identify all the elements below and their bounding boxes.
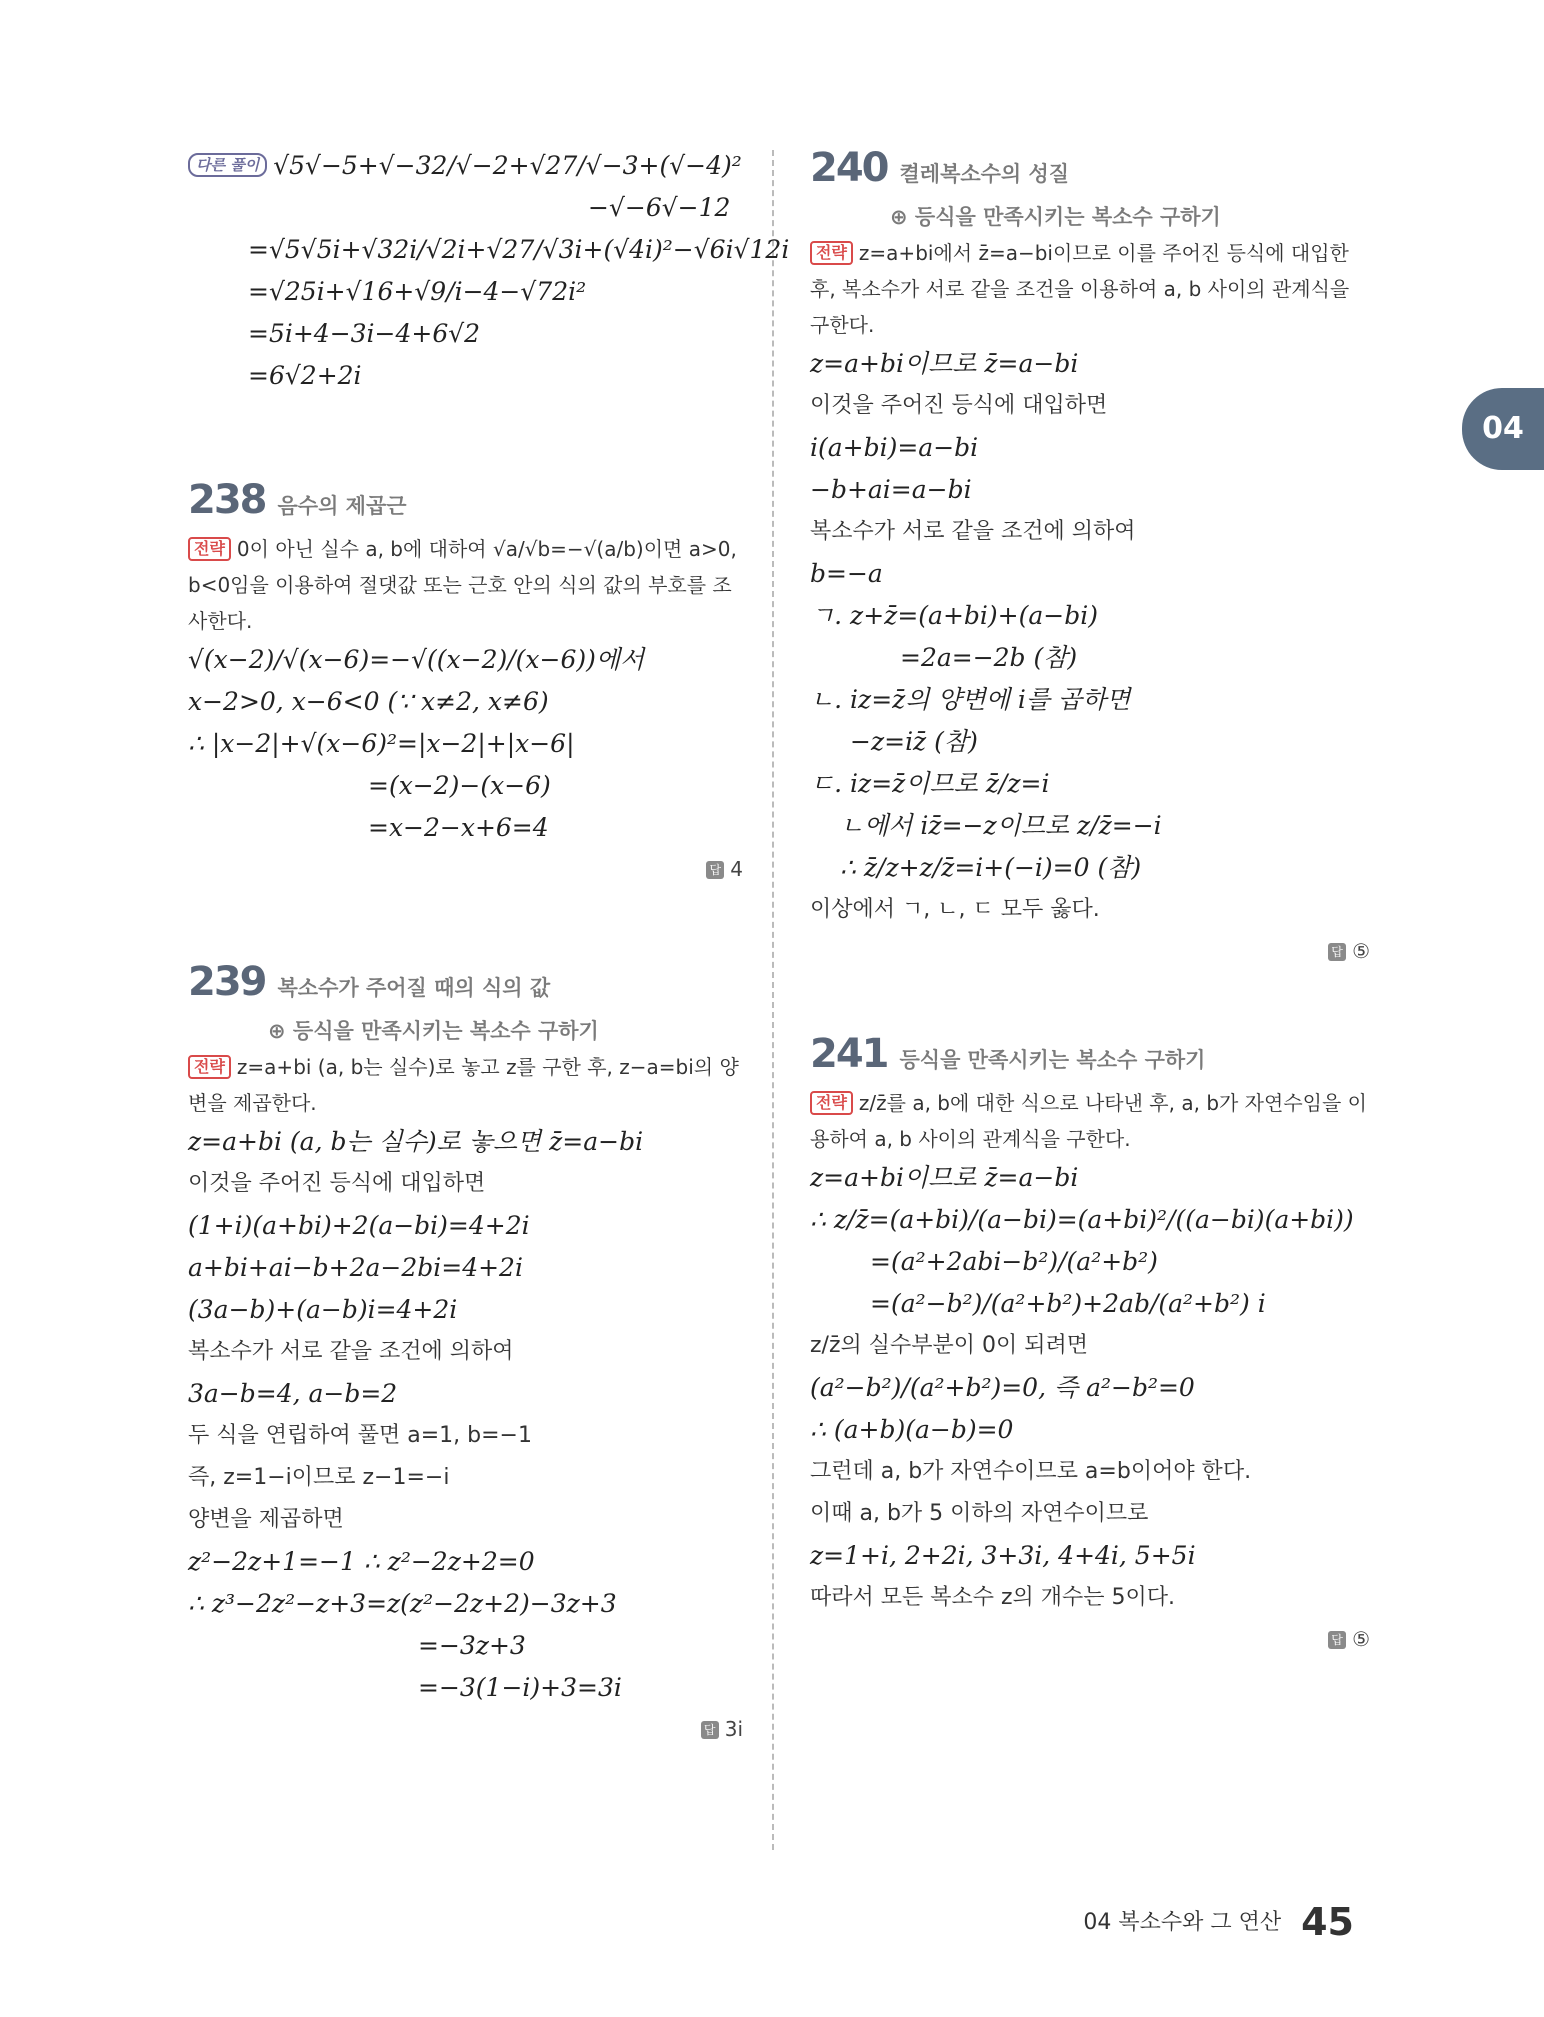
strategy-text: 0이 아닌 실수 a, b에 대하여 √a/√b=−√(a/b)이면 a>0, b<0임을 이용하여 절댓값 또는 근호 안의 식의 값의 부호를 조사한다.	[188, 537, 737, 633]
math-line: ∴ (a+b)(a−b)=0	[810, 1415, 1014, 1444]
problem-subtitle: ⊕ 등식을 만족시키는 복소수 구하기	[890, 205, 1221, 229]
answer-icon: 답	[1328, 943, 1346, 961]
math-line: =−3z+3	[418, 1631, 526, 1660]
math-line: ∴ |x−2|+√(x−6)²=|x−2|+|x−6|	[188, 729, 575, 758]
math-line: =(x−2)−(x−6)	[368, 771, 551, 800]
text-line: 즉, z=1−i이므로 z−1=−i	[188, 1465, 450, 1490]
text-line: 이상에서 ㄱ, ㄴ, ㄷ 모두 옳다.	[810, 897, 1100, 922]
column-divider	[772, 150, 774, 1850]
problem-number: 240	[810, 145, 888, 191]
strategy-text: z=a+bi에서 z̄=a−bi이므로 이를 주어진 등식에 대입한 후, 복소수가 서로 같을 조건을 이용하여 a, b 사이의 관계식을 구한다.	[810, 241, 1350, 337]
left-column	[188, 145, 790, 1749]
math-line: =(a²+2abi−b²)/(a²+b²)	[870, 1247, 1158, 1276]
problem-238	[188, 477, 743, 889]
problem-number: 239	[188, 959, 266, 1005]
math-line: =√5√5i+√32i/√2i+√27/√3i+(√4i)²−√6i√12i	[248, 235, 790, 264]
text-line: 두 식을 연립하여 풀면 a=1, b=−1	[188, 1423, 532, 1448]
answer-icon: 답	[706, 861, 724, 879]
answer-value: ⑤	[1352, 939, 1370, 963]
math-line: =√25i+√16+√9/i−4−√72i²	[248, 277, 587, 306]
answer	[810, 931, 1370, 971]
math-line: ∴ z̄/z+z/z̄=i+(−i)=0 (참)	[840, 853, 1142, 882]
math-line: ㄱ. z+z̄=(a+bi)+(a−bi)	[810, 601, 1098, 630]
problem-239	[188, 959, 743, 1749]
math-line: (3a−b)+(a−b)i=4+2i	[188, 1295, 458, 1324]
page-footer	[1083, 1900, 1354, 1944]
problem-240	[810, 145, 1370, 971]
problem-title: 켤레복소수의 성질	[899, 162, 1070, 186]
math-line: ㄷ. iz=z̄이므로 z̄/z=i	[810, 769, 1050, 798]
problem-number: 241	[810, 1031, 888, 1077]
math-line: √5√−5+√−32/√−2+√27/√−3+(√−4)²	[273, 151, 742, 180]
answer-value: 4	[730, 857, 743, 881]
strategy-text: z=a+bi (a, b는 실수)로 놓고 z를 구한 후, z−a=bi의 양변을 제곱한다.	[188, 1055, 739, 1115]
strategy-tag: 전략	[188, 537, 231, 561]
problem-number: 238	[188, 477, 266, 523]
text-line: 복소수가 서로 같을 조건에 의하여	[810, 519, 1136, 544]
answer-icon: 답	[701, 1721, 719, 1739]
strategy-text: z/z̄를 a, b에 대한 식으로 나타낸 후, a, b가 자연수임을 이용하여 a, b 사이의 관계식을 구한다.	[810, 1091, 1367, 1151]
math-line: (1+i)(a+bi)+2(a−bi)=4+2i	[188, 1211, 530, 1240]
math-line: ㄴ. iz=z̄의 양변에 i를 곱하면	[810, 685, 1131, 714]
text-line: z/z̄의 실수부분이 0이 되려면	[810, 1333, 1089, 1358]
problem-237-alt	[188, 145, 790, 397]
answer-value: 3i	[724, 1717, 743, 1741]
math-line: z²−2z+1=−1 ∴ z²−2z+2=0	[188, 1547, 535, 1576]
text-line: 이때 a, b가 5 이하의 자연수이므로	[810, 1501, 1149, 1526]
math-line: =−3(1−i)+3=3i	[418, 1673, 622, 1702]
text-line: 이것을 주어진 등식에 대입하면	[188, 1171, 486, 1196]
math-line: −√−6√−12	[588, 193, 731, 222]
problem-subtitle: ⊕ 등식을 만족시키는 복소수 구하기	[268, 1019, 599, 1043]
answer	[810, 1619, 1370, 1659]
text-line: 따라서 모든 복소수 z의 개수는 5이다.	[810, 1585, 1176, 1610]
problem-title: 복소수가 주어질 때의 식의 값	[277, 976, 551, 1000]
math-line: −z=iz̄ (참)	[850, 727, 978, 756]
math-line: ∴ z³−2z²−z+3=z(z²−2z+2)−3z+3	[188, 1589, 617, 1618]
math-line: i(a+bi)=a−bi	[810, 433, 979, 462]
math-line: z=a+bi이므로 z̄=a−bi	[810, 1163, 1079, 1192]
math-line: 3a−b=4, a−b=2	[188, 1379, 398, 1408]
strategy-tag: 전략	[810, 241, 853, 265]
problem-title: 음수의 제곱근	[277, 494, 407, 518]
math-line: b=−a	[810, 559, 883, 588]
right-column	[810, 145, 1370, 1659]
math-line: =(a²−b²)/(a²+b²)+2ab/(a²+b²) i	[870, 1289, 1266, 1318]
math-line: ㄴ에서 iz̄=−z이므로 z/z̄=−i	[840, 811, 1162, 840]
math-line: ∴ z/z̄=(a+bi)/(a−bi)=(a+bi)²/((a−bi)(a+bi))	[810, 1205, 1354, 1234]
math-line: =x−2−x+6=4	[368, 813, 549, 842]
text-line: 복소수가 서로 같을 조건에 의하여	[188, 1339, 514, 1364]
math-line: z=a+bi (a, b는 실수)로 놓으면 z̄=a−bi	[188, 1127, 644, 1156]
math-line: √(x−2)/√(x−6)=−√((x−2)/(x−6))에서	[188, 645, 645, 674]
strategy-tag: 전략	[810, 1091, 853, 1115]
answer	[188, 849, 743, 889]
answer	[188, 1709, 743, 1749]
math-line: −b+ai=a−bi	[810, 475, 972, 504]
math-line: =2a=−2b (참)	[900, 643, 1078, 672]
math-line: =5i+4−3i−4+6√2	[248, 319, 481, 348]
answer-value: ⑤	[1352, 1627, 1370, 1651]
math-line: x−2>0, x−6<0 (∵ x≠2, x≠6)	[188, 687, 549, 716]
problem-241	[810, 1031, 1370, 1659]
math-line: =6√2+2i	[248, 361, 362, 390]
problem-title: 등식을 만족시키는 복소수 구하기	[899, 1048, 1206, 1072]
page-number: 45	[1301, 1900, 1354, 1944]
chapter-tab[interactable]: 04	[1462, 388, 1544, 470]
math-line: z=a+bi이므로 z̄=a−bi	[810, 349, 1079, 378]
math-line: (a²−b²)/(a²+b²)=0, 즉 a²−b²=0	[810, 1373, 1195, 1402]
math-line: z=1+i, 2+2i, 3+3i, 4+4i, 5+5i	[810, 1541, 1196, 1570]
strategy-tag: 전략	[188, 1055, 231, 1079]
text-line: 그런데 a, b가 자연수이므로 a=b이어야 한다.	[810, 1459, 1252, 1484]
chapter-name: 04 복소수와 그 연산	[1083, 1910, 1282, 1935]
text-line: 양변을 제곱하면	[188, 1507, 344, 1532]
answer-icon: 답	[1328, 1631, 1346, 1649]
text-line: 이것을 주어진 등식에 대입하면	[810, 393, 1108, 418]
alt-solution-tag: 다른 풀이	[188, 153, 267, 177]
math-line: a+bi+ai−b+2a−2bi=4+2i	[188, 1253, 523, 1282]
